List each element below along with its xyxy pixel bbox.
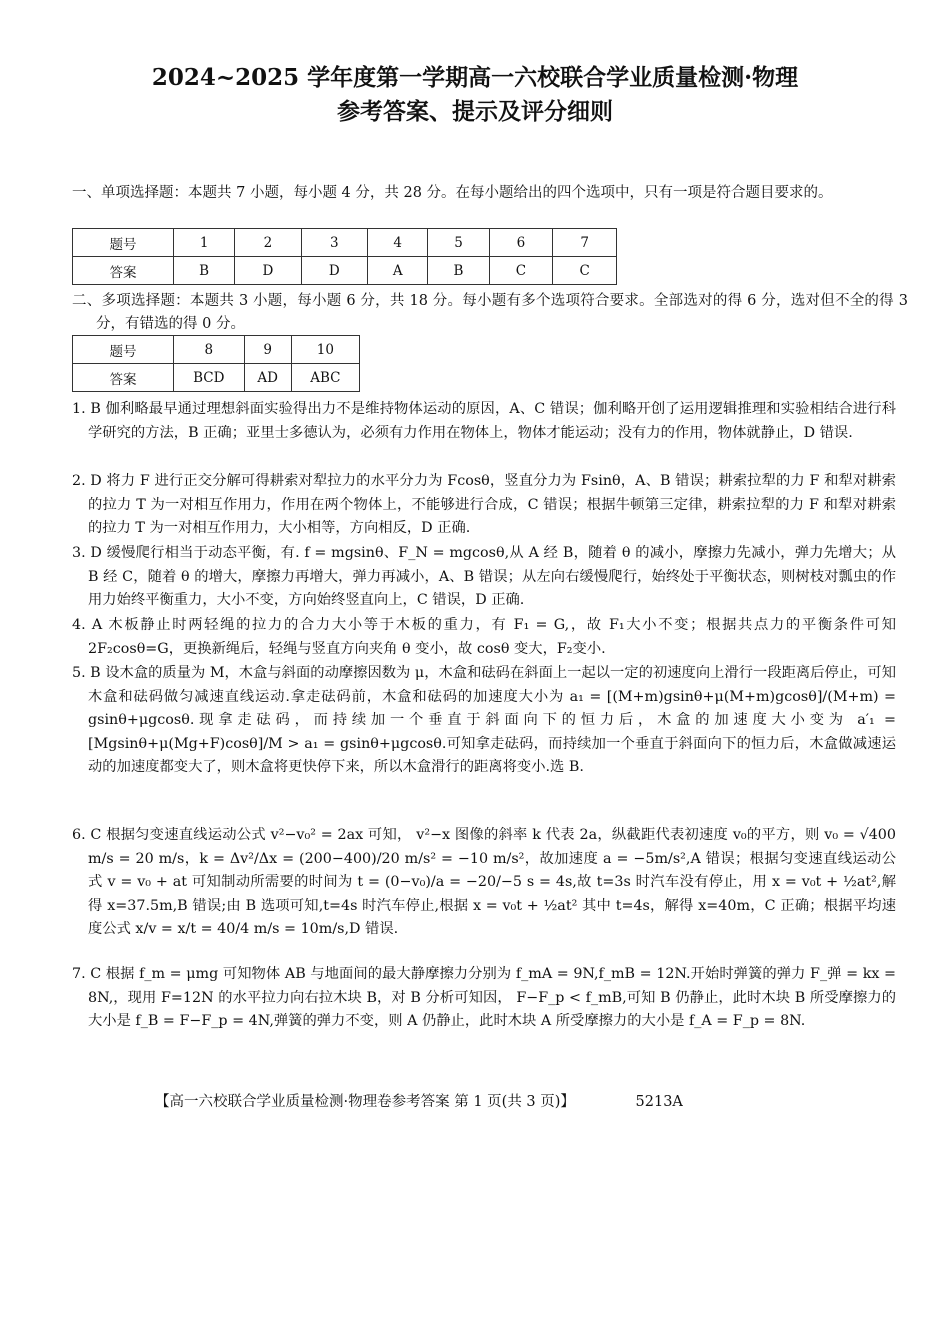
footer-code: 5213A [635, 1094, 683, 1110]
page-footer [155, 1090, 683, 1111]
table-cell: 5 [428, 229, 489, 257]
explanation-7: 7. C 根据 f_m = μmg 可知物体 AB 与地面间的最大静摩擦力分别为 f_mA = 9N,f_mB = 12N.开始时弹簧的弹力 F_弹 = kx = 8N,，现用 F=12N 的水平拉力向右拉木块 B，对 B 分析可知因， F−F_p < f_mB,可知 B 仍静止，此时木块 B 所受摩擦力的大小是 f_B = F−F_p = 4N,弹簧的弹力不变，则 A 仍静止，此时木块 A 所受摩擦力的大小是 f_A = F_p = 8N. [72, 966, 896, 1029]
row-label: 题号 [73, 336, 174, 364]
answer-table-multi [72, 335, 360, 392]
table-row [73, 336, 360, 364]
table-cell: B [428, 257, 489, 285]
table-cell: AD [244, 364, 291, 392]
table-cell: B [174, 257, 235, 285]
table-cell: C [489, 257, 553, 285]
section2-header: 二、多项选择题：本题共 3 小题，每小题 6 分，共 18 分。每小题有多个选项符合要求。全部选对的得 6 分，选对但不全的得 3 分，有错选的得 0 分。 [72, 293, 908, 332]
table-row [73, 364, 360, 392]
table-cell: 10 [291, 336, 359, 364]
explanation-3: 3. D 缓慢爬行相当于动态平衡，有. f = mgsinθ、F_N = mgcosθ,从 A 经 B，随着 θ 的减小，摩擦力先减小，弹力先增大；从 B 经 C，随着 θ 的增大，摩擦力再增大，弹力再减小，A、B 错误；从左向右缓慢爬行，始终处于平衡状态，则树枝对瓢虫的作用力始终平衡重力，大小不变，方向始终竖直向上，C 错误，D 正确. [72, 545, 896, 608]
explanation-2: 2. D 将力 F 进行正交分解可得耕索对犁拉力的水平分力为 Fcosθ，竖直分力为 Fsinθ，A、B 错误；耕索拉犁的力 F 和犁对耕索的拉力 T 为一对相互作用力，作用在两个物体上，不能够进行合成，C 错误；根据牛顿第三定律，耕索拉犁的力 F 和犁对耕索的拉力 T 为一对相互作用力，大小相等，方向相反，D 正确. [72, 473, 896, 536]
explanation-5: 5. B 设木盒的质量为 M，木盒与斜面的动摩擦因数为 μ，木盒和砝码在斜面上一起以一定的初速度向上滑行一段距离后停止，可知木盒和砝码做匀减速直线运动.拿走砝码前，木盒和砝码的加速度大小为 a₁ = [(M+m)gsinθ+μ(M+m)gcosθ]/(M+m) = gsinθ+μgcosθ.现拿走砝码，而持续加一个垂直于斜面向下的恒力后，木盒的加速度大小变为 a′₁ = [Mgsinθ+μ(Mg+F)cosθ]/M > a₁ = gsinθ+μgcosθ.可知拿走砝码，而持续加一个垂直于斜面向下的恒力后，木盒做减速运动的加速度都变大了，则木盒将更快停下来，所以木盒滑行的距离将变小.选 B. [72, 665, 896, 775]
table-cell: BCD [174, 364, 245, 392]
table-cell: 6 [489, 229, 553, 257]
table-cell: 3 [301, 229, 367, 257]
table-cell: D [235, 257, 301, 285]
answer-table-single [72, 228, 617, 285]
explanation-6: 6. C 根据匀变速直线运动公式 v²−v₀² = 2ax 可知， v²−x 图像的斜率 k 代表 2a，纵截距代表初速度 v₀的平方，则 v₀ = √400 m/s = 20 m/s，k = Δv²/Δx = (200−400)/20 m/s² = −10 m/s²，故加速度 a = −5m/s²,A 错误；根据匀变速直线运动公式 v = v₀ + at 可知制动所需要的时间为 t = (0−v₀)/a = −20/−5 s = 4s,故 t=3s 时汽车没有停止，用 x = v₀t + ½at²,解得 x=37.5m,B 错误;由 B 选项可知,t=4s 时汽车停止,根据 x = v₀t + ½at² 其中 t=4s，解得 x=40m，C 正确；根据平均速度公式 x/v = x/t = 40/4 m/s = 10m/s,D 错误. [72, 827, 896, 937]
table-cell: ABC [291, 364, 359, 392]
table-cell: C [553, 257, 617, 285]
table-cell: 9 [244, 336, 291, 364]
footer-text: 【高一六校联合学业质量检测·物理卷参考答案 第 1 页(共 3 页)】 [155, 1094, 575, 1110]
table-cell: 4 [368, 229, 428, 257]
row-label: 题号 [73, 229, 174, 257]
explanation-4: 4. A 木板静止时两轻绳的拉力的合力大小等于木板的重力，有 F₁ = G,，故 F₁大小不变；根据共点力的平衡条件可知 2F₂cosθ=G，更换新绳后，轻绳与竖直方向夹角 θ 变小，故 cosθ 变大，F₂变小. [72, 617, 896, 657]
row-label: 答案 [73, 364, 174, 392]
table-cell: 8 [174, 336, 245, 364]
table-cell: 7 [553, 229, 617, 257]
row-label: 答案 [73, 257, 174, 285]
page-title: 2024~2025 学年度第一学期高一六校联合学业质量检测·物理 [151, 64, 799, 91]
section1-header: 一、单项选择题：本题共 7 小题，每小题 4 分，共 28 分。在每小题给出的四个选项中，只有一项是符合题目要求的。 [72, 185, 833, 201]
table-row [73, 229, 617, 257]
table-cell: D [301, 257, 367, 285]
table-cell: 2 [235, 229, 301, 257]
page-subtitle: 参考答案、提示及评分细则 [337, 98, 613, 125]
table-row [73, 257, 617, 285]
table-cell: A [368, 257, 428, 285]
explanation-1: 1. B 伽利略最早通过理想斜面实验得出力不是维持物体运动的原因，A、C 错误；伽利略开创了运用逻辑推理和实验相结合进行科学研究的方法，B 正确；亚里士多德认为，必须有力作用在物体上，物体才能运动；没有力的作用，物体就静止，D 错误. [72, 401, 896, 441]
table-cell: 1 [174, 229, 235, 257]
